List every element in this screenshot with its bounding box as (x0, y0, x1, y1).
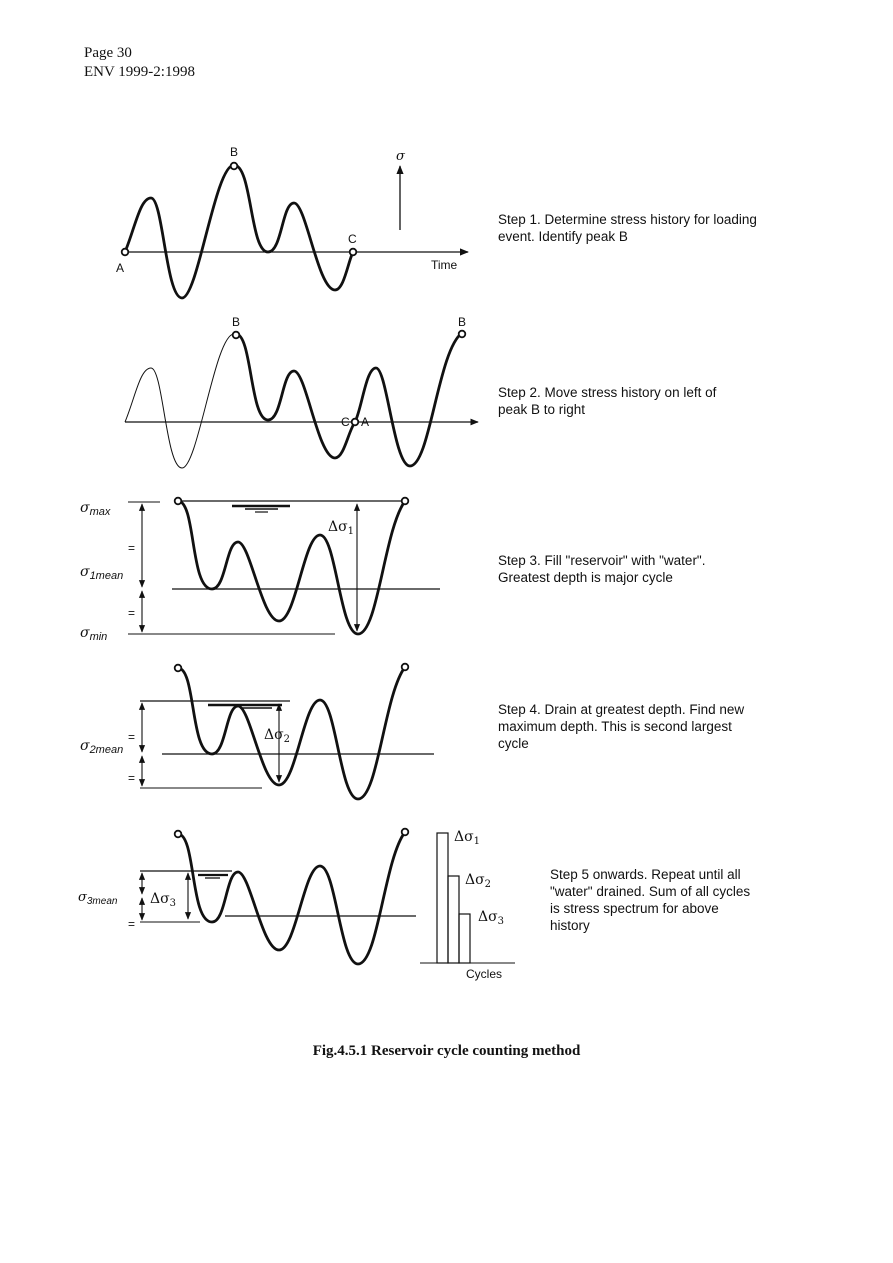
panel-5-equal-1: = (128, 917, 136, 931)
step-5-line-2: "water" drained. Sum of all cycles (550, 884, 751, 899)
step-4-text (498, 701, 744, 752)
panel-3-end-right (402, 498, 409, 505)
spectrum-bar-2 (448, 876, 459, 963)
panel-4-equal-2: = (128, 771, 136, 785)
step-1-text (498, 211, 757, 245)
document-code: ENV 1999-2:1998 (84, 64, 195, 80)
panel-2-point-b-left (233, 332, 240, 339)
panel-1-label-b: B (230, 145, 239, 159)
page-number: Page 30 (84, 45, 132, 61)
spectrum-label-2: $\Delta\sigma_2$ (465, 872, 492, 890)
panel-2-rearranged-history (125, 315, 478, 468)
panel-2-point-b-right (459, 331, 466, 338)
panel-1-label-c: C (348, 232, 357, 246)
step-1-line-2: event. Identify peak B (498, 229, 628, 244)
panel-1-sigma-label: σ (396, 149, 405, 164)
panel-5-curve (178, 832, 405, 964)
panel-2-point-ca (352, 419, 359, 426)
step-3-line-2: Greatest depth is major cycle (498, 570, 673, 585)
spectrum-label-1: $\Delta\sigma_1$ (454, 829, 481, 847)
panel-3-curve (178, 501, 405, 634)
panel-5-end-right (402, 829, 409, 836)
step-5-text (550, 866, 750, 934)
panel-4-delta-sigma-2: $\Delta\sigma_2$ (264, 727, 291, 745)
spectrum-bar-3 (459, 914, 470, 963)
step-2-line-1: Step 2. Move stress history on left of (498, 385, 717, 400)
step-5-line-3: is stress spectrum for above (550, 901, 719, 916)
panel-5-sigma-3mean: $\sigma_{3mean}$ (78, 890, 118, 907)
step-2-line-2: peak B to right (498, 402, 586, 417)
panel-4-curve (178, 667, 405, 799)
panel-2-moved-thin-curve (125, 334, 234, 468)
panel-3-end-left (175, 498, 182, 505)
spectrum-cycles-label: Cycles (466, 967, 503, 981)
step-4-line-3: cycle (498, 736, 529, 751)
step-3-line-1: Step 3. Fill "reservoir" with "water". (498, 553, 706, 568)
panel-2-label-a: A (361, 415, 370, 429)
panel-1-point-b (231, 163, 238, 170)
panel-5-delta-sigma-3: $\Delta\sigma_3$ (150, 891, 177, 909)
panel-1-stress-curve (125, 165, 353, 298)
step-2-text (498, 384, 716, 418)
panel-1-point-c (350, 249, 357, 256)
panel-3-sigma-max: $\sigma_{max}$ (80, 500, 111, 518)
spectrum-label-3: $\Delta\sigma_3$ (478, 909, 505, 927)
panel-2-label-b-left: B (232, 315, 241, 329)
panel-3-delta-sigma-1: $\Delta\sigma_1$ (328, 519, 355, 537)
panel-2-label-c: C (341, 415, 350, 429)
panel-3-sigma-min: $\sigma_{min}$ (80, 625, 108, 643)
step-5-line-4: history (550, 918, 590, 933)
panel-3-sigma-1mean: $\sigma_{1mean}$ (80, 564, 124, 582)
panel-2-label-b-right: B (458, 315, 467, 329)
step-1-line-1: Step 1. Determine stress history for loading (498, 212, 757, 227)
panel-1-stress-history (116, 145, 468, 298)
panel-4-equal-1: = (128, 730, 136, 744)
panel-1-point-a (122, 249, 129, 256)
panel-1-label-a: A (116, 261, 125, 275)
panel-4-end-right (402, 664, 409, 671)
step-3-text (498, 552, 705, 586)
panel-1-time-label: Time (431, 258, 458, 272)
panel-3-equal-1: = (128, 541, 136, 555)
panel-4-end-left (175, 665, 182, 672)
step-5-line-1: Step 5 onwards. Repeat until all (550, 867, 741, 882)
panel-5-final-step (78, 829, 515, 981)
panel-2-stress-curve (236, 333, 462, 466)
panel-5-end-left (175, 831, 182, 838)
figure-caption: Fig.4.5.1 Reservoir cycle counting method (312, 1043, 581, 1059)
panel-4-drained-reservoir (80, 664, 434, 799)
panel-3-equal-2: = (128, 606, 136, 620)
panel-4-sigma-2mean: $\sigma_{2mean}$ (80, 738, 124, 756)
panel-3-full-reservoir (80, 498, 440, 643)
step-4-line-1: Step 4. Drain at greatest depth. Find new (498, 702, 745, 717)
step-4-line-2: maximum depth. This is second largest (498, 719, 732, 734)
spectrum-bar-1 (437, 833, 448, 963)
